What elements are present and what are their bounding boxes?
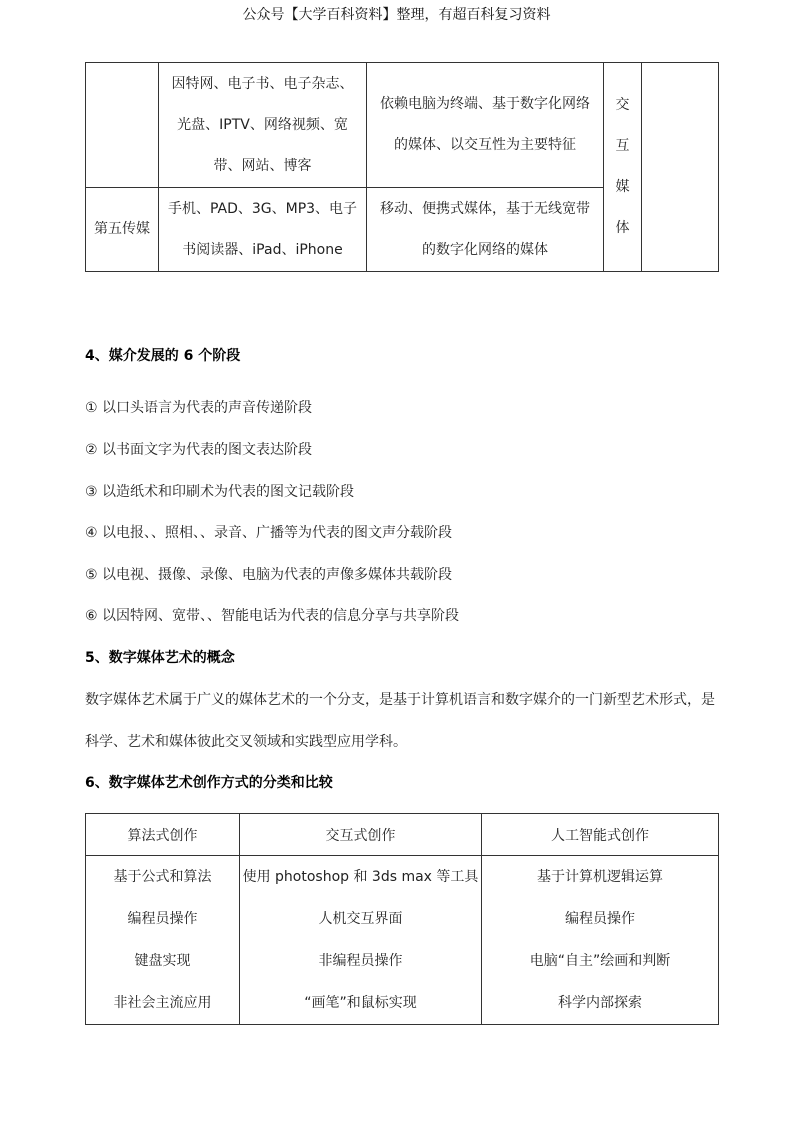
media-category-cell xyxy=(604,63,642,272)
cell-line: 键盘实现 xyxy=(134,953,191,969)
media-features-cell xyxy=(367,63,604,188)
examples-line: 书阅读器、iPad、iPhone xyxy=(182,241,343,258)
section-5-title: 5、数字媒体艺术的概念 xyxy=(85,650,235,666)
cell-line: 编程员操作 xyxy=(565,911,635,927)
category-char: 媒 xyxy=(615,179,630,195)
stage-item: ⑥ 以因特网、宽带、、智能电话为代表的信息分享与共享阶段 xyxy=(85,608,459,624)
media-examples-cell xyxy=(159,63,367,188)
method-cell xyxy=(482,856,719,1025)
cell-line: 人机交互界面 xyxy=(318,911,403,927)
media-table xyxy=(85,62,719,272)
features-line: 的数字化网络的媒体 xyxy=(422,241,548,258)
examples-line: 光盘、IPTV、网络视频、宽 xyxy=(177,116,348,133)
section-6-title: 6、数字媒体艺术创作方式的分类和比较 xyxy=(85,775,333,791)
category-char: 交 xyxy=(615,97,630,113)
cell-line: 编程员操作 xyxy=(127,911,198,927)
stage-item: ⑤ 以电视、摄像、录像、电脑为代表的声像多媒体共载阶段 xyxy=(85,567,452,583)
category-char: 体 xyxy=(615,220,630,236)
concept-paragraph-line: 科学、艺术和媒体彼此交叉领域和实践型应用学科。 xyxy=(85,734,407,750)
cell-line: 基于公式和算法 xyxy=(113,869,212,885)
cell-line: 使用 photoshop 和 3ds max 等工具 xyxy=(242,869,479,885)
table-row xyxy=(86,63,719,188)
stage-item: ④ 以电报、、照相、、录音、广播等为代表的图文声分载阶段 xyxy=(85,525,452,541)
features-line: 依赖电脑为终端、基于数字化网络 xyxy=(380,96,590,112)
table-row xyxy=(86,856,719,1025)
stage-item: ③ 以造纸术和印刷术为代表的图文记载阶段 xyxy=(85,484,354,500)
cell-line: “画笔”和鼠标实现 xyxy=(304,995,417,1011)
section-4-title: 4、媒介发展的 6 个阶段 xyxy=(85,348,241,364)
media-examples-cell xyxy=(159,188,367,272)
stage-item: ① 以口头语言为代表的声音传递阶段 xyxy=(85,400,313,416)
cell-line: 非编程员操作 xyxy=(318,953,403,969)
column-header: 算法式创作 xyxy=(86,814,240,856)
cell-line: 基于计算机逻辑运算 xyxy=(537,869,663,885)
concept-paragraph-line: 数字媒体艺术属于广义的媒体艺术的一个分支，是基于计算机语言和数字媒介的一门新型艺术形式，是 xyxy=(85,692,715,708)
extra-cell xyxy=(642,63,719,272)
examples-line: 手机、PAD、3G、MP3、电子 xyxy=(167,200,358,217)
features-line: 移动、便携式媒体，基于无线宽带 xyxy=(380,200,590,217)
media-name-cell: 第五传媒 xyxy=(86,188,159,272)
method-cell xyxy=(86,856,240,1025)
column-header: 交互式创作 xyxy=(240,814,482,856)
page-header: 公众号【大学百科资料】整理，有超百科复习资料 xyxy=(242,7,551,23)
method-cell xyxy=(240,856,482,1025)
category-char: 互 xyxy=(615,138,630,154)
creation-methods-table xyxy=(85,813,719,1025)
examples-line: 带、网站、博客 xyxy=(213,157,312,174)
media-features-cell xyxy=(367,188,604,272)
examples-line: 因特网、电子书、电子杂志、 xyxy=(171,75,354,92)
stage-item: ② 以书面文字为代表的图文表达阶段 xyxy=(85,442,313,458)
cell-line: 电脑“自主”绘画和判断 xyxy=(529,953,671,969)
features-line: 的媒体、以交互性为主要特征 xyxy=(394,137,576,153)
cell-line: 非社会主流应用 xyxy=(113,995,212,1011)
media-name-cell xyxy=(86,63,159,188)
column-header: 人工智能式创作 xyxy=(482,814,719,856)
table-header-row xyxy=(86,814,719,856)
cell-line: 科学内部探索 xyxy=(558,995,642,1011)
